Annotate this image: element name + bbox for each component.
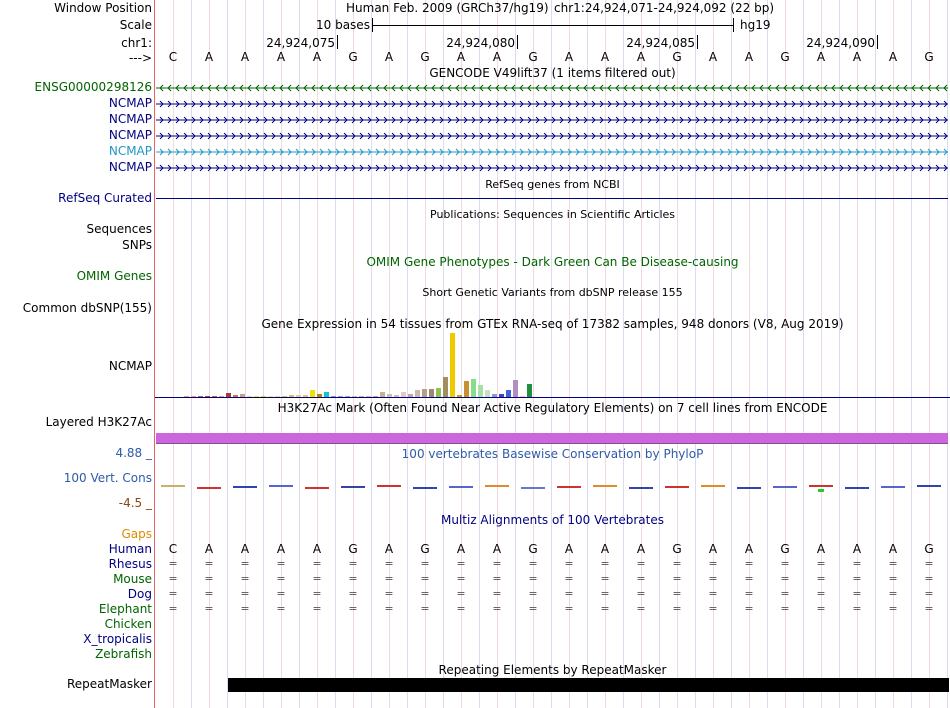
- h3k27ac-baseline: [156, 443, 948, 444]
- gaps-label[interactable]: Gaps: [121, 527, 152, 541]
- phylop-track-title[interactable]: 100 vertebrates Basewise Conservation by PhyloP: [401, 447, 704, 461]
- alignment-match: =: [168, 572, 178, 585]
- alignment-match: =: [348, 602, 358, 615]
- base-letter: G: [924, 50, 934, 64]
- gencode-track-title[interactable]: GENCODE V49lift37 (1 items filtered out): [429, 66, 676, 80]
- alignment-match: =: [420, 557, 430, 570]
- phylop-score-mark: [845, 487, 869, 489]
- alignment-base: G: [528, 542, 538, 556]
- gtex-track-title[interactable]: Gene Expression in 54 tissues from GTEx RNA-seq of 17382 samples, 948 donors (V8, Aug 2019): [261, 317, 844, 331]
- alignment-match: =: [888, 572, 898, 585]
- gencode-transcript-label[interactable]: NCMAP: [108, 160, 152, 174]
- phylop-score-mark: [917, 485, 941, 487]
- alignment-base: A: [276, 542, 286, 556]
- alignment-match: =: [276, 572, 286, 585]
- alignment-match: =: [276, 557, 286, 570]
- alignment-match: =: [924, 602, 934, 615]
- repeatmasker-label[interactable]: RepeatMasker: [66, 677, 152, 691]
- alignment-match: =: [672, 587, 682, 600]
- alignment-base: A: [600, 542, 610, 556]
- alignment-match: =: [456, 587, 466, 600]
- gtex-tissue-bar[interactable]: [464, 381, 469, 397]
- alignment-match: =: [564, 557, 574, 570]
- base-letter: G: [420, 50, 430, 64]
- base-letter: A: [276, 50, 286, 64]
- phylop-score-mark: [737, 487, 761, 489]
- alignment-match: =: [312, 557, 322, 570]
- phylop-score-mark: [629, 487, 653, 489]
- gencode-transcript-line[interactable]: [156, 115, 948, 125]
- phylop-score-mark: [701, 485, 725, 487]
- assembly-text[interactable]: Human Feb. 2009 (GRCh37/hg19): [346, 1, 549, 15]
- base-letter: G: [672, 50, 682, 64]
- phylop-score-mark: [413, 487, 437, 489]
- base-letter: A: [384, 50, 394, 64]
- phylop-score-mark: [269, 485, 293, 487]
- alignment-base: G: [348, 542, 358, 556]
- gencode-transcript-label[interactable]: NCMAP: [108, 112, 152, 126]
- publications-track-title[interactable]: Publications: Sequences in Scientific Articles: [430, 208, 675, 221]
- alignment-base: A: [888, 542, 898, 556]
- alignment-match: =: [924, 587, 934, 600]
- gencode-transcript-line[interactable]: [156, 163, 948, 173]
- gtex-tissue-bar[interactable]: [478, 385, 483, 397]
- h3k27ac-signal-bar: [156, 433, 948, 443]
- gencode-transcript-label[interactable]: NCMAP: [108, 144, 152, 158]
- scale-bar-right-cap: [733, 18, 734, 32]
- alignment-base: A: [456, 542, 466, 556]
- alignment-match: =: [204, 602, 214, 615]
- alignment-base: A: [852, 542, 862, 556]
- alignment-match: =: [204, 557, 214, 570]
- alignment-match: =: [564, 587, 574, 600]
- alignment-base: A: [636, 542, 646, 556]
- alignment-match: =: [168, 557, 178, 570]
- alignment-match: =: [744, 557, 754, 570]
- alignment-match: =: [708, 587, 718, 600]
- phylop-score-mark: [377, 485, 401, 487]
- alignment-match: =: [600, 557, 610, 570]
- tick-mark: [517, 35, 518, 49]
- alignment-match: =: [528, 557, 538, 570]
- alignment-base: A: [708, 542, 718, 556]
- alignment-match: =: [348, 572, 358, 585]
- gtex-tissue-bar[interactable]: [506, 390, 511, 397]
- scale-bases-text: 10 bases: [316, 18, 370, 32]
- alignment-match: =: [384, 572, 394, 585]
- alignment-match: =: [816, 557, 826, 570]
- phylop-score-mark: [818, 489, 824, 492]
- tick-label: 24,924,090: [806, 36, 875, 50]
- gencode-transcript-label[interactable]: NCMAP: [108, 96, 152, 110]
- alignment-match: =: [888, 557, 898, 570]
- phylop-score-mark: [485, 485, 509, 487]
- gtex-label[interactable]: NCMAP: [108, 359, 152, 373]
- base-letter: A: [888, 50, 898, 64]
- base-letter: A: [240, 50, 250, 64]
- species-label[interactable]: Chicken: [104, 617, 152, 631]
- alignment-match: =: [888, 587, 898, 600]
- alignment-base: C: [168, 542, 178, 556]
- gencode-transcript-label[interactable]: ENSG00000298126: [34, 80, 152, 94]
- alignment-match: =: [528, 602, 538, 615]
- tick-label: 24,924,085: [626, 36, 695, 50]
- refseq-line: [156, 198, 948, 199]
- publications-label[interactable]: Sequences: [86, 222, 152, 236]
- alignment-match: =: [420, 587, 430, 600]
- alignment-match: =: [240, 587, 250, 600]
- alignment-match: =: [672, 572, 682, 585]
- alignment-match: =: [744, 602, 754, 615]
- alignment-match: =: [780, 587, 790, 600]
- base-letter: A: [744, 50, 754, 64]
- alignment-match: =: [816, 587, 826, 600]
- alignment-match: =: [600, 572, 610, 585]
- alignment-match: =: [708, 557, 718, 570]
- alignment-match: =: [240, 602, 250, 615]
- alignment-match: =: [816, 572, 826, 585]
- base-letter: C: [168, 50, 178, 64]
- alignment-match: =: [888, 602, 898, 615]
- alignment-base: A: [384, 542, 394, 556]
- base-letter: A: [852, 50, 862, 64]
- alignment-match: =: [348, 587, 358, 600]
- base-letter: A: [564, 50, 574, 64]
- phylop-score-mark: [557, 486, 581, 488]
- alignment-match: =: [708, 602, 718, 615]
- alignment-match: =: [744, 572, 754, 585]
- alignment-base: G: [924, 542, 934, 556]
- window-position-label: Window Position: [54, 1, 152, 15]
- base-letter: A: [708, 50, 718, 64]
- gtex-tissue-bar[interactable]: [310, 390, 315, 397]
- alignment-match: =: [456, 572, 466, 585]
- phylop-score-mark: [305, 487, 329, 489]
- tick-mark: [877, 35, 878, 49]
- gtex-tissue-bar[interactable]: [436, 388, 441, 397]
- alignment-match: =: [636, 572, 646, 585]
- phylop-score-mark: [197, 487, 221, 489]
- alignment-match: =: [600, 587, 610, 600]
- alignment-match: =: [312, 602, 322, 615]
- alignment-match: =: [852, 557, 862, 570]
- alignment-match: =: [384, 602, 394, 615]
- alignment-match: =: [420, 572, 430, 585]
- alignment-match: =: [924, 557, 934, 570]
- alignment-base: G: [420, 542, 430, 556]
- multiz-track-title[interactable]: Multiz Alignments of 100 Vertebrates: [440, 513, 665, 527]
- alignment-match: =: [708, 572, 718, 585]
- base-letter: G: [528, 50, 538, 64]
- alignment-match: =: [492, 557, 502, 570]
- alignment-match: =: [636, 602, 646, 615]
- alignment-match: =: [528, 572, 538, 585]
- gencode-transcript-line[interactable]: [156, 83, 948, 93]
- refseq-track-title[interactable]: RefSeq genes from NCBI: [485, 178, 620, 191]
- phylop-score-mark: [809, 485, 833, 487]
- alignment-match: =: [780, 557, 790, 570]
- alignment-match: =: [384, 587, 394, 600]
- phylop-score-mark: [665, 486, 689, 488]
- alignment-base: A: [204, 542, 214, 556]
- alignment-match: =: [600, 602, 610, 615]
- alignment-match: =: [492, 587, 502, 600]
- alignment-base: A: [240, 542, 250, 556]
- base-letter: G: [348, 50, 358, 64]
- alignment-match: =: [420, 602, 430, 615]
- alignment-match: =: [744, 587, 754, 600]
- gtex-tissue-bar[interactable]: [422, 389, 427, 397]
- alignment-match: =: [456, 602, 466, 615]
- h3k27ac-track-title[interactable]: H3K27Ac Mark (Often Found Near Active Regulatory Elements) on 7 cell lines from ENCODE: [277, 401, 828, 415]
- gtex-tissue-bar[interactable]: [471, 379, 476, 397]
- tick-label: 24,924,075: [266, 36, 335, 50]
- omim-label[interactable]: OMIM Genes: [76, 269, 152, 283]
- snps-label[interactable]: SNPs: [122, 238, 152, 252]
- alignment-match: =: [924, 572, 934, 585]
- gencode-transcript-line[interactable]: [156, 131, 948, 141]
- alignment-match: =: [168, 602, 178, 615]
- dbsnp-label[interactable]: Common dbSNP(155): [22, 301, 152, 315]
- dbsnp-track-title[interactable]: Short Genetic Variants from dbSNP release 155: [422, 286, 683, 299]
- alignment-match: =: [204, 587, 214, 600]
- scale-label: Scale: [119, 18, 152, 32]
- scale-bar-left-cap: [372, 18, 373, 32]
- alignment-match: =: [852, 602, 862, 615]
- species-label[interactable]: Dog: [127, 587, 152, 601]
- base-letter: G: [780, 50, 790, 64]
- phylop-min-label: -4.5 _: [118, 496, 152, 510]
- base-letter: A: [312, 50, 322, 64]
- tick-label: 24,924,080: [446, 36, 515, 50]
- base-letter: A: [204, 50, 214, 64]
- omim-track-title[interactable]: OMIM Gene Phenotypes - Dark Green Can Be Disease-causing: [366, 255, 739, 269]
- position-text[interactable]: chr1:24,924,071-24,924,092 (22 bp): [554, 1, 775, 15]
- alignment-match: =: [780, 572, 790, 585]
- base-letter: A: [816, 50, 826, 64]
- gtex-tissue-bar[interactable]: [415, 390, 420, 397]
- alignment-match: =: [492, 572, 502, 585]
- strand-arrow-label: --->: [128, 51, 152, 65]
- phylop-score-mark: [521, 487, 545, 489]
- gtex-baseline: [155, 397, 950, 398]
- alignment-match: =: [312, 587, 322, 600]
- h3k27ac-label[interactable]: Layered H3K27Ac: [45, 415, 152, 429]
- base-letter: A: [456, 50, 466, 64]
- phylop-score-mark: [449, 486, 473, 488]
- alignment-match: =: [852, 587, 862, 600]
- alignment-match: =: [168, 587, 178, 600]
- alignment-match: =: [312, 572, 322, 585]
- gtex-tissue-bar[interactable]: [429, 389, 434, 397]
- phylop-score-mark: [593, 485, 617, 487]
- alignment-base: A: [492, 542, 502, 556]
- alignment-match: =: [636, 557, 646, 570]
- gtex-tissue-bar[interactable]: [527, 384, 532, 397]
- alignment-match: =: [816, 602, 826, 615]
- gtex-bar-plot: [155, 331, 950, 397]
- gencode-transcript-line[interactable]: [156, 147, 948, 157]
- gtex-tissue-bar[interactable]: [485, 390, 490, 397]
- scale-bar: [373, 25, 734, 26]
- gtex-tissue-bar[interactable]: [513, 380, 518, 397]
- repeatmasker-track-title[interactable]: Repeating Elements by RepeatMasker: [438, 663, 667, 677]
- species-label[interactable]: X_tropicalis: [83, 632, 152, 646]
- alignment-base: G: [780, 542, 790, 556]
- phylop-conservation-plot: [155, 478, 950, 492]
- phylop-max-label: 4.88 _: [115, 446, 152, 460]
- alignment-match: =: [384, 557, 394, 570]
- species-label[interactable]: Zebrafish: [95, 647, 152, 661]
- alignment-match: =: [672, 602, 682, 615]
- species-label[interactable]: Rhesus: [108, 557, 152, 571]
- tick-mark: [697, 35, 698, 49]
- species-label[interactable]: Mouse: [113, 572, 152, 586]
- alignment-match: =: [564, 572, 574, 585]
- alignment-match: =: [564, 602, 574, 615]
- alignment-base: A: [816, 542, 826, 556]
- alignment-match: =: [348, 557, 358, 570]
- refseq-label[interactable]: RefSeq Curated: [58, 191, 152, 205]
- alignment-match: =: [456, 557, 466, 570]
- repeat-element-bar[interactable]: [228, 678, 949, 692]
- alignment-match: =: [492, 602, 502, 615]
- alignment-base: A: [564, 542, 574, 556]
- gtex-tissue-bar[interactable]: [443, 377, 448, 397]
- gencode-transcript-line[interactable]: [156, 99, 948, 109]
- phylop-score-mark: [341, 486, 365, 488]
- alignment-base: A: [312, 542, 322, 556]
- phylop-label[interactable]: 100 Vert. Cons: [63, 471, 152, 485]
- species-label[interactable]: Human: [108, 542, 152, 556]
- base-letter: A: [636, 50, 646, 64]
- species-label[interactable]: Elephant: [98, 602, 152, 616]
- phylop-score-mark: [881, 486, 905, 488]
- gtex-tissue-bar[interactable]: [450, 333, 455, 397]
- alignment-match: =: [276, 602, 286, 615]
- base-letter: A: [492, 50, 502, 64]
- alignment-match: =: [240, 557, 250, 570]
- chrom-label: chr1:: [121, 36, 152, 50]
- scale-db-text: hg19: [740, 18, 771, 32]
- alignment-match: =: [276, 587, 286, 600]
- alignment-match: =: [780, 602, 790, 615]
- base-letter: A: [600, 50, 610, 64]
- alignment-match: =: [636, 587, 646, 600]
- alignment-match: =: [852, 572, 862, 585]
- alignment-match: =: [528, 587, 538, 600]
- phylop-score-mark: [773, 486, 797, 488]
- phylop-score-mark: [233, 486, 257, 488]
- tick-mark: [337, 35, 338, 49]
- alignment-base: A: [744, 542, 754, 556]
- gencode-transcript-label[interactable]: NCMAP: [108, 128, 152, 142]
- alignment-match: =: [240, 572, 250, 585]
- alignment-match: =: [672, 557, 682, 570]
- alignment-match: =: [204, 572, 214, 585]
- alignment-base: G: [672, 542, 682, 556]
- phylop-score-mark: [161, 485, 185, 487]
